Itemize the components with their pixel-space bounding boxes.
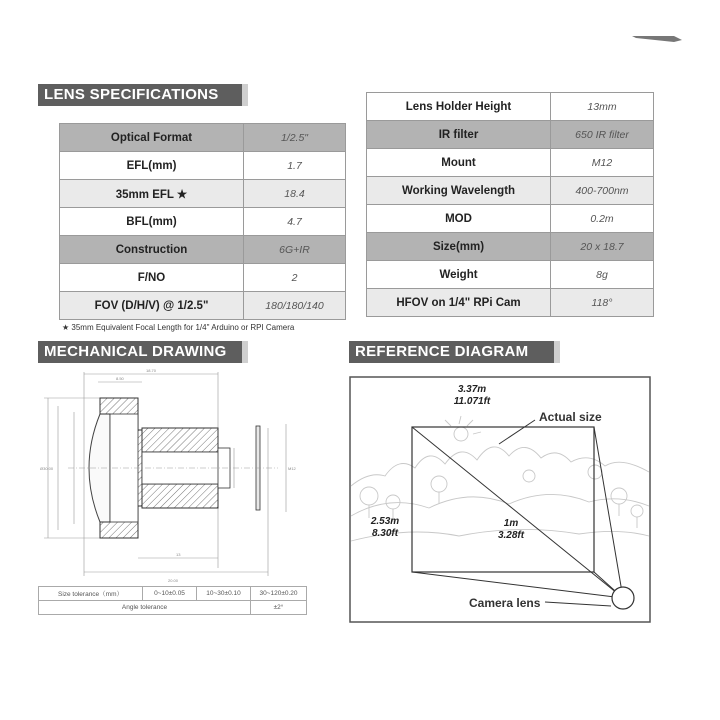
spec-value: 118° [551,289,654,317]
spec-row-35mm-efl [60,180,346,208]
camera-lens-label: Camera lens [469,596,541,610]
spec-label: MOD [367,205,551,233]
reference-diagram-title: REFERENCE DIAGRAM [349,341,554,363]
spec-label: BFL(mm) [60,208,244,236]
spec-row-hfov [367,289,654,317]
reference-diagram [349,376,651,623]
angle-tolerance-label: Angle tolerance [39,601,251,615]
spec-label: Mount [367,149,551,177]
svg-text:20.00: 20.00 [168,578,179,583]
spec-value: 18.4 [244,180,346,208]
spec-value: 400-700nm [551,177,654,205]
svg-text:18.70: 18.70 [146,368,157,373]
spec-label: Weight [367,261,551,289]
left-spec-table [59,123,346,320]
size-tolerance-label: Size tolerance（mm） [39,587,143,601]
svg-text:8.50: 8.50 [116,376,124,381]
spec-value: 6G+IR [244,236,346,264]
spec-value: 180/180/140 [244,292,346,320]
spec-value: 0.2m [551,205,654,233]
lens-cross-section [38,368,306,586]
spec-row-fov [60,292,346,320]
spec-row-fno [60,264,346,292]
spec-label: F/NO [60,264,244,292]
spec-row-ir-filter [367,121,654,149]
spec-label: EFL(mm) [60,152,244,180]
tolerance-value: 10~30±0.10 [197,587,251,601]
mechanical-drawing [38,368,306,586]
spec-value: 13mm [551,93,654,121]
right-spec-table [366,92,654,317]
spec-value: 1/2.5" [244,124,346,152]
spec-label: HFOV on 1/4" RPi Cam [367,289,551,317]
spec-row-efl [60,152,346,180]
spec-value: 4.7 [244,208,346,236]
tolerance-value: 0~10±0.05 [143,587,197,601]
distance-measure-label: 1m 3.28ft [497,518,525,541]
actual-size-label: Actual size [539,410,602,424]
width-measure-label: 3.37m 11.071ft [453,384,491,407]
spec-value: 8g [551,261,654,289]
spec-row-optical-format [60,124,346,152]
spec-value: 1.7 [244,152,346,180]
corner-mark [632,34,682,42]
spec-value: M12 [551,149,654,177]
spec-label: Lens Holder Height [367,93,551,121]
spec-label: Optical Format [60,124,244,152]
spec-row-bfl [60,208,346,236]
angle-tolerance-value: ±2° [251,601,307,615]
angle-tolerance-row [39,601,307,615]
size-tolerance-row [39,587,307,601]
spec-row-mod [367,205,654,233]
spec-value: 20 x 18.7 [551,233,654,261]
svg-text:M12: M12 [288,466,296,471]
spec-row-holder-height [367,93,654,121]
field-of-view-diagram [349,376,651,623]
tolerance-value: 30~120±0.20 [251,587,307,601]
spec-value: 2 [244,264,346,292]
spec-label: Construction [60,236,244,264]
spec-label: Working Wavelength [367,177,551,205]
efl-footnote: ★ 35mm Equivalent Focal Length for 1/4" Arduino or RPI Camera [62,323,295,332]
mechanical-drawing-title: MECHANICAL DRAWING [38,341,242,363]
svg-text:Ø30.00: Ø30.00 [40,466,54,471]
spec-value: 650 IR filter [551,121,654,149]
spec-label: IR filter [367,121,551,149]
tolerance-table [38,586,307,615]
spec-row-mount [367,149,654,177]
spec-row-wavelength [367,177,654,205]
spec-label: Size(mm) [367,233,551,261]
spec-row-weight [367,261,654,289]
spec-label: FOV (D/H/V) @ 1/2.5" [60,292,244,320]
spec-label: 35mm EFL ★ [60,180,244,208]
height-measure-label: 2.53m 8.30ft [370,516,400,539]
spec-row-size [367,233,654,261]
spec-row-construction [60,236,346,264]
svg-text:13: 13 [176,552,181,557]
lens-specifications-title: LENS SPECIFICATIONS [38,84,242,106]
